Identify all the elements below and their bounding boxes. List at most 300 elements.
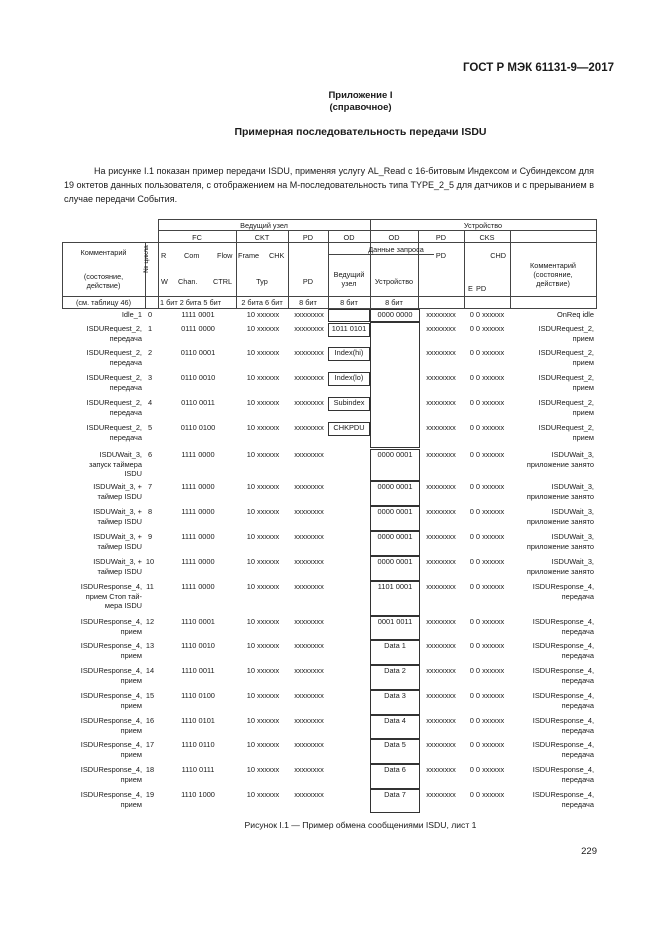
row-comment-left: ISDUWait_3, + xyxy=(93,532,142,541)
row-ckt: 10 xxxxxx xyxy=(246,617,280,626)
row-comment-right: ISDURequest_2, xyxy=(538,373,594,382)
row-comment-right: передача xyxy=(561,626,594,636)
row-pd-device: xxxxxxxx xyxy=(426,450,456,459)
row-fc: 1111 0001 xyxy=(181,310,215,319)
row-fc: 1110 0011 xyxy=(181,666,215,675)
row-cycle: 9 xyxy=(147,532,153,541)
row-od-device: Data 4 xyxy=(384,716,406,725)
row-comment-left: ISDURequest_2, xyxy=(86,398,142,407)
row-pd-device: xxxxxxxx xyxy=(426,373,456,382)
od-device-box xyxy=(370,764,420,789)
comment-left-4: (см. таблицу 46) xyxy=(75,298,132,307)
row-pd: xxxxxxxx xyxy=(294,423,324,432)
table-row xyxy=(62,716,596,739)
intro-paragraph xyxy=(64,164,594,206)
pd-bits: 8 бит xyxy=(299,298,317,307)
row-fc: 1110 0100 xyxy=(181,691,215,700)
table-row xyxy=(62,532,596,556)
row-comment-left: ISDUResponse_4, xyxy=(80,740,142,749)
row-od-device: Data 2 xyxy=(384,666,406,675)
row-pd-device: xxxxxxxx xyxy=(426,740,456,749)
row-cks: 0 0 xxxxxx xyxy=(469,790,505,799)
cks-pd: PD xyxy=(476,284,487,293)
fc-bits: 1 бит 2 бита 5 бит xyxy=(160,298,222,307)
fc-w: W xyxy=(161,277,168,286)
row-od-master: Index(lo) xyxy=(334,373,364,382)
row-cycle: 19 xyxy=(145,790,155,799)
row-comment-left: ISDUResponse_4, xyxy=(80,716,142,725)
row-cks: 0 0 xxxxxx xyxy=(469,716,505,725)
fc-ctrl: CTRL xyxy=(213,277,233,286)
row-pd-device: xxxxxxxx xyxy=(426,507,456,516)
row-comment-right: приложение занято xyxy=(526,516,594,526)
table-row xyxy=(62,582,596,616)
row-fc: 1110 0101 xyxy=(181,716,215,725)
od-master-box xyxy=(328,422,370,436)
row-pd: xxxxxxxx xyxy=(294,740,324,749)
od-master-box xyxy=(328,347,370,361)
table-row xyxy=(62,641,596,665)
row-cks: 0 0 xxxxxx xyxy=(469,617,505,626)
row-pd-device: xxxxxxxx xyxy=(426,324,456,333)
od-device-bits: 8 бит xyxy=(385,298,403,307)
od-device-box xyxy=(370,531,420,556)
table-row xyxy=(62,507,596,531)
row-comment-left: ISDUWait_3, + xyxy=(93,507,142,516)
row-pd: xxxxxxxx xyxy=(294,532,324,541)
cks-chd: CHD xyxy=(490,251,506,260)
row-comment-left: прием xyxy=(120,700,142,710)
row-pd-device: xxxxxxxx xyxy=(426,557,456,566)
od-master-2: узел xyxy=(341,279,357,288)
row-pd: xxxxxxxx xyxy=(294,310,324,319)
od-master-1: Ведущий xyxy=(333,270,365,279)
row-comment-left: ISDU xyxy=(124,469,142,478)
row-pd-device: xxxxxxxx xyxy=(426,582,456,591)
row-od-master: CHKPDU xyxy=(333,423,365,432)
row-cks: 0 0 xxxxxx xyxy=(469,482,505,491)
row-comment-left: прием xyxy=(120,626,142,636)
row-cycle: 3 xyxy=(147,373,153,382)
pd2-header: PD xyxy=(435,233,447,242)
row-od-master: Index(hi) xyxy=(334,348,364,357)
row-comment-right: ISDUWait_3, xyxy=(551,532,594,541)
ckt-header: CKT xyxy=(254,233,270,242)
od-device-box xyxy=(370,739,420,764)
row-comment-left: прием xyxy=(120,650,142,660)
row-pd-device: xxxxxxxx xyxy=(426,532,456,541)
row-cycle: 17 xyxy=(145,740,155,749)
ckt-frame: Frame xyxy=(238,251,260,260)
od-master-box xyxy=(328,397,370,411)
row-pd: xxxxxxxx xyxy=(294,348,324,357)
comment-left-2: (состояние, xyxy=(83,272,124,281)
row-cycle: 13 xyxy=(145,641,155,650)
ckt-chk: CHK xyxy=(269,251,285,260)
row-cycle: 8 xyxy=(147,507,153,516)
row-comment-left: прием xyxy=(120,749,142,759)
figure-caption: Рисунок I.1 — Пример обмена сообщениями ISDU, лист 1 xyxy=(244,820,477,830)
row-ckt: 10 xxxxxx xyxy=(246,765,280,774)
row-cycle: 16 xyxy=(145,716,155,725)
row-comment-left: ISDUResponse_4, xyxy=(80,582,142,591)
row-comment-right: приложение занято xyxy=(526,541,594,551)
row-pd: xxxxxxxx xyxy=(294,507,324,516)
row-ckt: 10 xxxxxx xyxy=(246,740,280,749)
row-comment-right: ISDUResponse_4, xyxy=(532,617,594,626)
table-row xyxy=(62,557,596,581)
od-device-box-0 xyxy=(370,309,420,322)
fc-r: R xyxy=(161,251,167,260)
intro-text: На рисунке I.1 показан пример передачи ISDU, применяя услугу AL_Read с 16-битовым Индексом и Субиндексом для 19 октетов данных пользователя, с отображением на М-последовательность типа TYPE_2_5 для датчиков и с прерыванием в случае передачи События. xyxy=(64,166,594,204)
row-cks: 0 0 xxxxxx xyxy=(469,557,505,566)
row-od-device: 0000 0001 xyxy=(377,507,413,516)
row-ckt: 10 xxxxxx xyxy=(246,398,280,407)
row-cycle: 0 xyxy=(147,310,153,319)
row-comment-left: ISDUResponse_4, xyxy=(80,691,142,700)
row-pd: xxxxxxxx xyxy=(294,324,324,333)
row-od-device: 0001 0011 xyxy=(377,617,413,626)
row-fc: 0111 0000 xyxy=(181,324,215,333)
comment-right-3: действие) xyxy=(536,279,570,288)
row-cks: 0 0 xxxxxx xyxy=(469,691,505,700)
row-comment-left: таймер ISDU xyxy=(97,566,142,576)
row-cks: 0 0 xxxxxx xyxy=(469,666,505,675)
row-fc: 1110 0010 xyxy=(181,641,215,650)
row-cycle: 14 xyxy=(145,666,155,675)
row-pd-device: xxxxxxxx xyxy=(426,348,456,357)
row-cycle: 6 xyxy=(147,450,153,459)
cks-header: CKS xyxy=(479,233,495,242)
row-comment-left: ISDUResponse_4, xyxy=(80,617,142,626)
row-comment-right: ISDUResponse_4, xyxy=(532,740,594,749)
row-comment-right: прием xyxy=(572,333,594,343)
row-comment-left: Idle_1 xyxy=(121,310,142,319)
row-pd: xxxxxxxx xyxy=(294,716,324,725)
row-od-device: Data 5 xyxy=(384,740,406,749)
row-ckt: 10 xxxxxx xyxy=(246,310,280,319)
row-ckt: 10 xxxxxx xyxy=(246,450,280,459)
row-comment-right: передача xyxy=(561,591,594,601)
fc-header: FC xyxy=(192,233,202,242)
row-ckt: 10 xxxxxx xyxy=(246,423,280,432)
row-comment-left: прием Стоп тай- xyxy=(85,591,142,601)
od-device-box xyxy=(370,715,420,739)
row-comment-right: ISDURequest_2, xyxy=(538,348,594,357)
row-pd-device: xxxxxxxx xyxy=(426,790,456,799)
row-comment-right: передача xyxy=(561,700,594,710)
row-od-device: 1101 0001 xyxy=(377,582,413,591)
row-cycle: 10 xyxy=(145,557,155,566)
row-fc: 1111 0000 xyxy=(181,557,215,566)
row-comment-right: передача xyxy=(561,799,594,809)
row-cks: 0 0 xxxxxx xyxy=(469,398,505,407)
row-comment-right: передача xyxy=(561,675,594,685)
row-ckt: 10 xxxxxx xyxy=(246,324,280,333)
row-pd-device: xxxxxxxx xyxy=(426,398,456,407)
row-comment-right: ISDUResponse_4, xyxy=(532,716,594,725)
ckt-bits: 2 бита 6 бит xyxy=(241,298,283,307)
fc-com: Com xyxy=(184,251,200,260)
table-row xyxy=(62,666,596,690)
od-device-box xyxy=(370,506,420,531)
row-comment-right: ISDUResponse_4, xyxy=(532,582,594,591)
annex-label: Приложение I xyxy=(328,90,393,101)
row-fc: 0110 0100 xyxy=(180,423,216,432)
row-comment-left: передача xyxy=(109,407,142,417)
od-device-box xyxy=(370,616,420,640)
row-od-device: Data 7 xyxy=(384,790,406,799)
row-pd: xxxxxxxx xyxy=(294,373,324,382)
master-header: Ведущий узел xyxy=(240,221,288,230)
row-cks: 0 0 xxxxxx xyxy=(469,310,505,319)
row-pd-device: xxxxxxxx xyxy=(426,310,456,319)
row-od-device: 0000 0001 xyxy=(377,450,413,459)
row-comment-right: приложение занято xyxy=(526,491,594,501)
row-fc: 0110 0001 xyxy=(180,348,216,357)
row-pd: xxxxxxxx xyxy=(294,765,324,774)
row-comment-left: ISDURequest_2, xyxy=(86,324,142,333)
row-comment-left: прием xyxy=(120,725,142,735)
row-cycle: 7 xyxy=(147,482,153,491)
row-comment-left: ISDUResponse_4, xyxy=(80,666,142,675)
od-device-box xyxy=(370,789,420,813)
od-device-box xyxy=(370,665,420,690)
row-cks: 0 0 xxxxxx xyxy=(469,641,505,650)
row-ckt: 10 xxxxxx xyxy=(246,790,280,799)
row-pd: xxxxxxxx xyxy=(294,617,324,626)
row-cycle: 18 xyxy=(145,765,155,774)
row-comment-left: ISDUResponse_4, xyxy=(80,641,142,650)
section-title: Примерная последовательность передачи ISDU xyxy=(234,126,487,138)
row-ckt: 10 xxxxxx xyxy=(246,666,280,675)
row-comment-right: приложение занято xyxy=(526,566,594,576)
row-comment-left: запуск таймера xyxy=(88,459,142,469)
row-comment-left: передача xyxy=(109,357,142,367)
comment-left-3: действие) xyxy=(86,281,121,290)
row-fc: 1111 0000 xyxy=(181,507,215,516)
od-master-bits: 8 бит xyxy=(340,298,358,307)
row-pd: xxxxxxxx xyxy=(294,582,324,591)
row-fc: 0110 0010 xyxy=(180,373,216,382)
row-comment-left: прием xyxy=(120,675,142,685)
row-fc: 1111 0000 xyxy=(181,450,215,459)
od-device-empty-box xyxy=(370,322,420,448)
standard-header: ГОСТ Р МЭК 61131-9—2017 xyxy=(462,62,614,74)
row-od-device: Data 6 xyxy=(384,765,406,774)
row-pd-device: xxxxxxxx xyxy=(426,423,456,432)
row-fc: 1110 0111 xyxy=(181,765,215,774)
od-header: OD xyxy=(343,233,355,242)
row-comment-left: ISDURequest_2, xyxy=(86,373,142,382)
row-comment-right: ISDUWait_3, xyxy=(551,450,594,459)
pd-dev: PD xyxy=(435,251,447,260)
row-fc: 1110 0110 xyxy=(181,740,215,749)
od-device-box xyxy=(370,449,420,481)
row-od-device: 0000 0001 xyxy=(377,532,413,541)
row-comment-right: ISDURequest_2, xyxy=(538,324,594,333)
row-comment-left: прием xyxy=(120,774,142,784)
row-comment-right: ISDUWait_3, xyxy=(551,482,594,491)
row-ckt: 10 xxxxxx xyxy=(246,716,280,725)
row-cks: 0 0 xxxxxx xyxy=(469,532,505,541)
row-pd: xxxxxxxx xyxy=(294,641,324,650)
od-device-box xyxy=(370,640,420,665)
od-device: Устройство xyxy=(374,277,414,286)
annex-note: (справочное) xyxy=(329,102,392,113)
row-pd-device: xxxxxxxx xyxy=(426,765,456,774)
row-comment-left: ISDUWait_3, xyxy=(99,450,142,459)
pd-sub: PD xyxy=(302,277,314,286)
od-master-box xyxy=(328,323,370,337)
fc-chan: Chan. xyxy=(178,277,198,286)
row-pd: xxxxxxxx xyxy=(294,790,324,799)
row-fc: 1110 1000 xyxy=(181,790,215,799)
row-comment-right: ISDUResponse_4, xyxy=(532,666,594,675)
table-row xyxy=(62,617,596,640)
row-comment-left: прием xyxy=(120,799,142,809)
row-cks: 0 0 xxxxxx xyxy=(469,324,505,333)
row-od-master: Subindex xyxy=(333,398,365,407)
row-fc: 1111 0000 xyxy=(181,532,215,541)
row-comment-right: приложение занято xyxy=(526,459,594,469)
table-row xyxy=(62,691,596,715)
row-comment-left: ISDURequest_2, xyxy=(86,348,142,357)
ckt-typ: Typ xyxy=(256,277,268,286)
row-od-device: 0000 0000 xyxy=(377,310,413,319)
row-comment-right: передача xyxy=(561,749,594,759)
row-ckt: 10 xxxxxx xyxy=(246,532,280,541)
row-cks: 0 0 xxxxxx xyxy=(469,450,505,459)
row-comment-left: таймер ISDU xyxy=(97,491,142,501)
row-pd: xxxxxxxx xyxy=(294,691,324,700)
row-comment-right: ISDUResponse_4, xyxy=(532,641,594,650)
row-comment-right: OnReq idle xyxy=(557,310,594,319)
pd-header: PD xyxy=(302,233,314,242)
row-comment-left: таймер ISDU xyxy=(97,541,142,551)
device-header: Устройство xyxy=(463,221,503,230)
row-pd: xxxxxxxx xyxy=(294,398,324,407)
row-ckt: 10 xxxxxx xyxy=(246,557,280,566)
row-cycle: 2 xyxy=(147,348,153,357)
row-od-device: 0000 0001 xyxy=(377,557,413,566)
od-master-box-0 xyxy=(328,309,370,322)
row-pd: xxxxxxxx xyxy=(294,666,324,675)
row-ckt: 10 xxxxxx xyxy=(246,373,280,382)
cycle-no-header: № цикла xyxy=(143,245,150,273)
sequence-table xyxy=(62,219,596,309)
row-comment-right: прием xyxy=(572,407,594,417)
row-comment-right: передача xyxy=(561,725,594,735)
row-comment-right: ISDURequest_2, xyxy=(538,398,594,407)
row-comment-left: ISDUResponse_4, xyxy=(80,790,142,799)
row-cks: 0 0 xxxxxx xyxy=(469,507,505,516)
row-pd-device: xxxxxxxx xyxy=(426,716,456,725)
row-cycle: 4 xyxy=(147,398,153,407)
row-comment-right: передача xyxy=(561,650,594,660)
row-cycle: 15 xyxy=(145,691,155,700)
row-od-device: Data 1 xyxy=(384,641,406,650)
row-ckt: 10 xxxxxx xyxy=(246,507,280,516)
row-cks: 0 0 xxxxxx xyxy=(469,740,505,749)
row-fc: 0110 0011 xyxy=(181,398,215,407)
row-pd-device: xxxxxxxx xyxy=(426,691,456,700)
row-od-device: Data 3 xyxy=(384,691,406,700)
row-comment-left: ISDUWait_3, + xyxy=(93,557,142,566)
row-comment-right: прием xyxy=(572,432,594,442)
row-cycle: 1 xyxy=(147,324,153,333)
row-ckt: 10 xxxxxx xyxy=(246,348,280,357)
row-comment-right: ISDUWait_3, xyxy=(551,507,594,516)
row-pd: xxxxxxxx xyxy=(294,482,324,491)
row-cks: 0 0 xxxxxx xyxy=(469,348,505,357)
row-fc: 1110 0001 xyxy=(181,617,215,626)
row-comment-right: ISDURequest_2, xyxy=(538,423,594,432)
row-comment-left: передача xyxy=(109,432,142,442)
row-ckt: 10 xxxxxx xyxy=(246,641,280,650)
row-comment-left: ISDUWait_3, + xyxy=(93,482,142,491)
row-comment-right: прием xyxy=(572,357,594,367)
row-comment-left: передача xyxy=(109,382,142,392)
page-number: 229 xyxy=(581,846,597,857)
table-row xyxy=(62,482,596,506)
request-data-header: Данные запроса xyxy=(368,245,424,254)
row-cycle: 11 xyxy=(146,582,154,591)
row-cks: 0 0 xxxxxx xyxy=(469,582,505,591)
row-comment-right: ISDUWait_3, xyxy=(551,557,594,566)
row-fc: 1111 0000 xyxy=(181,482,215,491)
row-comment-left: передача xyxy=(109,333,142,343)
od-device-box xyxy=(370,556,420,581)
table-row xyxy=(62,765,596,789)
row-ckt: 10 xxxxxx xyxy=(246,482,280,491)
row-comment-right: ISDUResponse_4, xyxy=(532,790,594,799)
comment-right-1: Комментарий xyxy=(530,261,576,270)
table-row xyxy=(62,790,596,814)
comment-left-1: Комментарий xyxy=(80,248,127,257)
od-master-box xyxy=(328,372,370,386)
row-cycle: 12 xyxy=(145,617,155,626)
row-comment-right: передача xyxy=(561,774,594,784)
row-ckt: 10 xxxxxx xyxy=(246,582,280,591)
row-od-device: 0000 0001 xyxy=(377,482,413,491)
od-device-box xyxy=(370,581,420,616)
row-pd-device: xxxxxxxx xyxy=(426,482,456,491)
annex-heading xyxy=(0,90,661,114)
cks-e: E xyxy=(468,284,473,293)
row-cks: 0 0 xxxxxx xyxy=(469,765,505,774)
row-comment-right: ISDUResponse_4, xyxy=(532,765,594,774)
row-pd-device: xxxxxxxx xyxy=(426,666,456,675)
row-cks: 0 0 xxxxxx xyxy=(469,423,505,432)
row-pd: xxxxxxxx xyxy=(294,450,324,459)
row-pd-device: xxxxxxxx xyxy=(426,617,456,626)
row-comment-right: ISDUResponse_4, xyxy=(532,691,594,700)
table-row xyxy=(62,740,596,764)
comment-right-2: (состояние, xyxy=(533,270,573,279)
row-comment-left: мера ISDU xyxy=(104,601,142,610)
row-od-master: 1011 0101 xyxy=(331,324,367,333)
table-row xyxy=(62,450,596,480)
row-pd-device: xxxxxxxx xyxy=(426,641,456,650)
row-cycle: 5 xyxy=(147,423,153,432)
row-comment-left: ISDURequest_2, xyxy=(86,423,142,432)
row-comment-left: таймер ISDU xyxy=(97,516,142,526)
fc-flow: Flow xyxy=(217,251,233,260)
od-device-box xyxy=(370,481,420,506)
row-ckt: 10 xxxxxx xyxy=(246,691,280,700)
row-pd: xxxxxxxx xyxy=(294,557,324,566)
